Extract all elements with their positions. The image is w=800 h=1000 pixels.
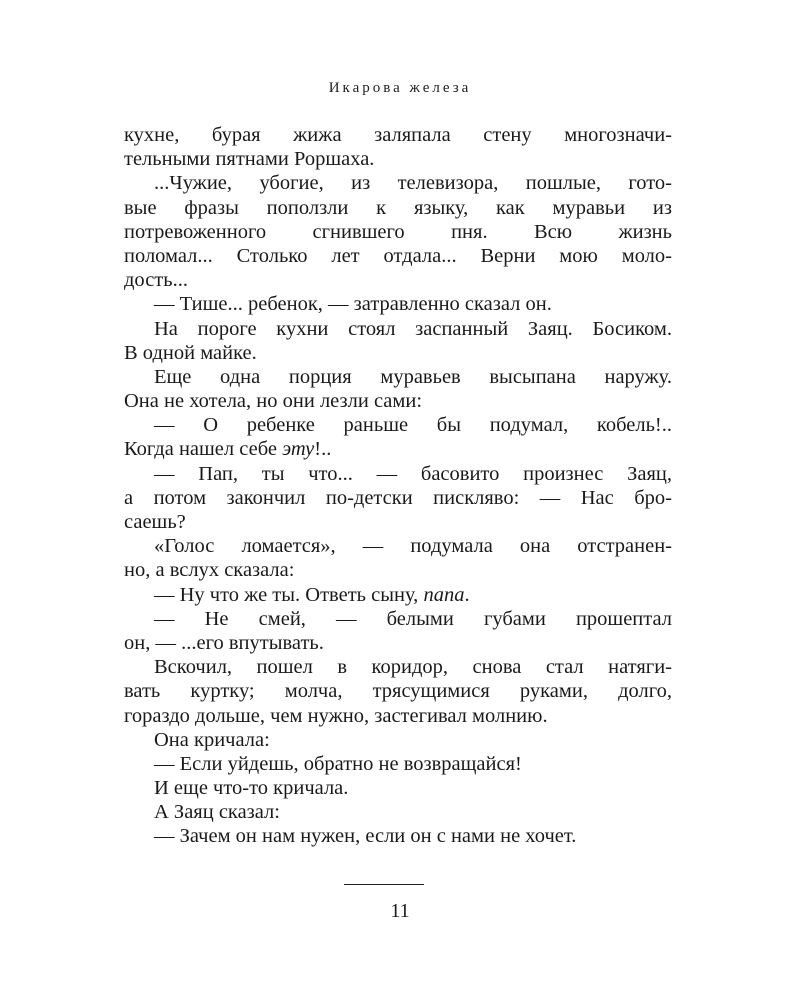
text-line xyxy=(124,679,672,703)
text-run: — Пап, ты что... — басовито произнес Заяц, xyxy=(154,462,672,485)
text-line xyxy=(124,196,672,220)
text-run: И еще что-то кричала. xyxy=(154,777,349,800)
text-line xyxy=(124,752,672,776)
text-line xyxy=(124,413,672,437)
text-run: . xyxy=(464,583,470,606)
text-run: В одной майке. xyxy=(124,341,257,364)
text-run: а потом закончил по-детски пискляво: — Нас бро- xyxy=(124,486,672,509)
text-run: «Голос ломается», — подумала она отстранен- xyxy=(154,535,672,558)
text-line xyxy=(124,123,672,147)
running-head: Икарова железа xyxy=(328,80,472,96)
text-run: поломал... Столько лет отдала... Верни мою моло- xyxy=(124,244,672,267)
text-line xyxy=(124,800,672,824)
text-line xyxy=(124,220,672,244)
text-line xyxy=(124,147,672,171)
text-run: — Ну что же ты. Ответь сыну, xyxy=(154,583,424,606)
text-line xyxy=(124,244,672,268)
text-line xyxy=(124,728,672,752)
italic-text: папа xyxy=(423,583,465,606)
italic-text: эту xyxy=(282,438,315,461)
text-run: Она не хотела, но они лезли сами: xyxy=(124,390,423,413)
text-run: потревоженного сгнившего пня. Всю жизнь xyxy=(124,220,672,243)
text-run: Она кричала: xyxy=(154,728,270,751)
text-run: вать куртку; молча, трясущимися руками, долго, xyxy=(124,680,672,703)
text-run: саешь? xyxy=(124,511,186,533)
text-run: вые фразы поползли к языку, как муравьи из xyxy=(124,196,672,219)
text-line xyxy=(124,341,672,365)
text-run: кухне, бурая жижа заляпала стену многозначи- xyxy=(124,124,672,146)
text-run: тельными пятнами Роршаха. xyxy=(124,148,375,171)
text-line xyxy=(124,776,672,800)
text-line xyxy=(124,317,672,341)
page-number: 11 xyxy=(390,900,410,922)
text-run: Вскочил, пошел в коридор, снова стал натяги- xyxy=(154,656,672,679)
text-line xyxy=(124,389,672,413)
text-run: но, а вслух сказала: xyxy=(124,559,295,582)
text-run: — Тише... ребенок, — затравленно сказал он. xyxy=(154,293,552,316)
text-run: А Заяц сказал: xyxy=(154,801,280,824)
text-line xyxy=(124,486,672,510)
text-line xyxy=(124,607,672,631)
text-line xyxy=(124,292,672,316)
text-run: — Не смей, — белыми губами прошептал xyxy=(154,607,672,630)
text-run: — О ребенке раньше бы подумал, кобель!.. xyxy=(154,414,672,437)
text-run: Еще одна порция муравьев высыпана наружу. xyxy=(154,365,672,388)
folio-rule xyxy=(344,884,424,885)
text-line xyxy=(124,704,672,728)
text-run: Когда нашел себе xyxy=(124,438,283,461)
text-line xyxy=(124,268,672,292)
text-run: — Если уйдешь, обратно не возвращайся! xyxy=(154,752,522,775)
text-run: гораздо дольше, чем нужно, застегивал молнию. xyxy=(124,704,548,727)
text-run: На пороге кухни стоял заспанный Заяц. Босиком. xyxy=(154,317,672,340)
text-line xyxy=(124,583,672,607)
text-line xyxy=(124,558,672,582)
text-line xyxy=(124,631,672,655)
text-line xyxy=(124,365,672,389)
text-line xyxy=(124,534,672,558)
text-run: — Зачем он нам нужен, если он с нами не хочет. xyxy=(154,825,577,848)
body-text xyxy=(124,123,672,849)
text-line xyxy=(124,510,672,534)
text-line xyxy=(124,462,672,486)
text-line xyxy=(124,824,672,848)
text-line xyxy=(124,437,672,461)
text-run: ...Чужие, убогие, из телевизора, пошлые, гото- xyxy=(154,172,672,195)
text-run: !.. xyxy=(314,438,332,461)
text-run: он, — ...его впутывать. xyxy=(124,631,324,654)
text-line xyxy=(124,655,672,679)
text-run: дость... xyxy=(124,269,188,292)
text-line xyxy=(124,171,672,195)
